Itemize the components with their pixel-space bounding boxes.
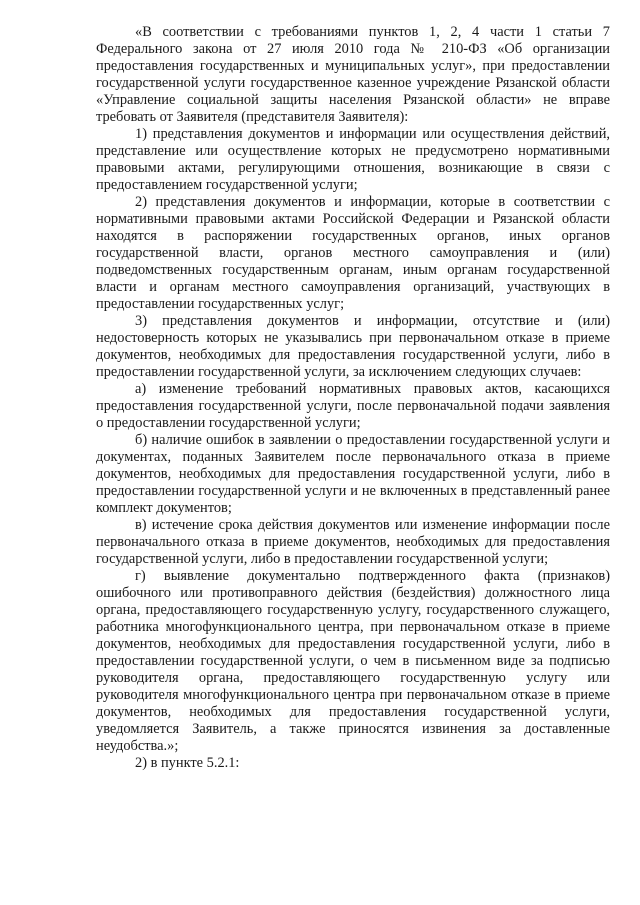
subclause-v-paragraph: в) истечение срока действия документов или изменение информации после первоначального отказа в приеме документов, необходимых для предоставления государственной услуги, либо в предоставлении государственной услуги; <box>96 517 610 567</box>
item-2-paragraph: 2) в пункте 5.2.1: <box>135 755 240 771</box>
clause-3-paragraph: 3) представления документов и информации, отсутствие и (или) недостоверность которых не указывались при первоначальном отказе в приеме документов, необходимых для предоставления государственной услуги, либо в предоставлении государственной услуги, за исключением следующих случаев: <box>96 313 610 380</box>
clause-2-paragraph: 2) представления документов и информации, которые в соответствии с нормативными правовыми актами Российской Федерации и Рязанской области находятся в распоряжении государственных органов, иных органов государственной власти, органов местного самоуправления и (или) подведомственных государственным органам, иным органам государственной власти и органам местного самоуправления организаций, участвующих в предоставлении государственных услуг; <box>96 194 610 312</box>
subclause-a-paragraph: а) изменение требований нормативных правовых актов, касающихся предоставления государственной услуги, после первоначальной подачи заявления о предоставлении государственной услуги; <box>96 381 610 431</box>
subclause-g-paragraph: г) выявление документально подтвержденного факта (признаков) ошибочного или противоправного действия (бездействия) должностного лица органа, предоставляющего государственную услугу, государственного служащего, работника многофункционального центра, при первоначальном отказе в приеме документов, необходимых для предоставления государственной услуги, либо в предоставлении государственной услуги, о чем в письменном виде за подписью руководителя органа, предоставляющего государственную услугу или руководителя многофункционального центра при первоначальном отказе в приеме документов, необходимых для предоставления государственной услуги, уведомляется Заявитель, а также приносятся извинения за доставленные неудобства.»; <box>96 568 610 754</box>
intro-paragraph: «В соответствии с требованиями пунктов 1, 2, 4 части 1 статьи 7 Федерального закона от 27 июля 2010 года № 210-ФЗ «Об организации предоставления государственных и муниципальных услуг», при предоставлении государственной услуги государственное казенное учреждение Рязанской области «Управление социальной защиты населения Рязанской области» не вправе требовать от Заявителя (представителя Заявителя): <box>96 24 610 125</box>
clause-1-paragraph: 1) представления документов и информации или осуществления действий, представление или осуществление которых не предусмотрено нормативными правовыми актами, регулирующими отношения, возникающие в связи с предоставлением государственной услуги; <box>96 126 610 193</box>
subclause-b-paragraph: б) наличие ошибок в заявлении о предоставлении государственной услуги и документах, поданных Заявителем после первоначального отказа в приеме документов, необходимых для предоставления государственной услуги, либо в предоставлении государственной услуги и не включенных в представленный ранее комплект документов; <box>96 432 610 516</box>
